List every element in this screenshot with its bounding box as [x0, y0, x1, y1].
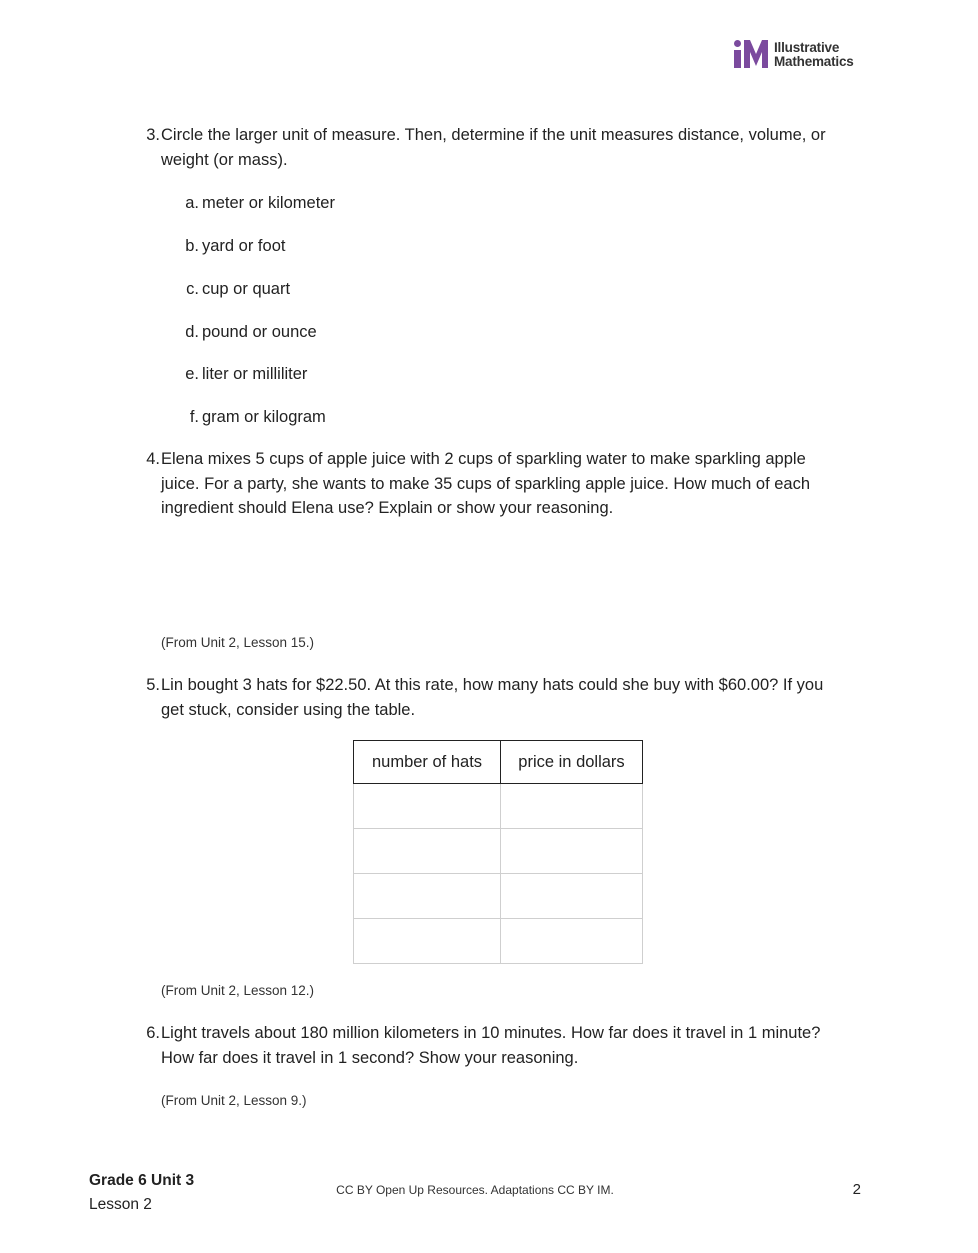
table-cell[interactable]	[501, 829, 643, 874]
sub-item-letter: f.	[189, 408, 199, 426]
question-text: Lin bought 3 hats for $22.50. At this rate, how many hats could she buy with $60.00? If you get stuck, consider using the table.	[161, 676, 824, 719]
question-text: Light travels about 180 million kilometers in 10 minutes. How far does it travel in 1 minute? How far does it travel in 1 second? Show your reasoning.	[161, 1024, 821, 1067]
table-cell[interactable]	[354, 874, 501, 919]
logo-line-2: Mathematics	[774, 54, 854, 69]
table-cell[interactable]	[354, 829, 501, 874]
sub-item-e	[178, 362, 307, 386]
question-number: 6.	[146, 1024, 160, 1042]
table-row	[354, 829, 643, 874]
sub-item-text: meter or kilometer	[202, 194, 335, 212]
question-number: 5.	[146, 676, 160, 694]
table-cell[interactable]	[501, 784, 643, 829]
table-cell[interactable]	[354, 919, 501, 964]
footer-grade-unit: Grade 6 Unit 3	[89, 1172, 195, 1189]
footer-lesson: Lesson 2	[89, 1196, 152, 1213]
im-logo-icon	[734, 40, 768, 70]
table-row	[354, 874, 643, 919]
question-text: Elena mixes 5 cups of apple juice with 2 cups of sparkling water to make sparkling apple juice. For a party, she wants to make 35 cups of sparkling apple juice. How much of each ingredient should Elena use? Explain or show your reasoning.	[161, 450, 811, 517]
sub-item-text: liter or milliliter	[202, 365, 308, 383]
table-row	[354, 784, 643, 829]
question-3	[140, 123, 830, 172]
sub-item-text: pound or ounce	[202, 323, 317, 341]
illustrative-mathematics-logo	[734, 40, 854, 70]
sub-item-c	[178, 277, 290, 301]
sub-item-letter: b.	[185, 237, 199, 255]
question-4	[140, 447, 830, 521]
sub-item-d	[178, 320, 317, 344]
source-reference: (From Unit 2, Lesson 9.)	[161, 1093, 307, 1108]
table-header-number-of-hats: number of hats	[354, 741, 501, 784]
sub-item-letter: e.	[185, 365, 199, 383]
page-number: 2	[852, 1181, 861, 1198]
footer-license: CC BY Open Up Resources. Adaptations CC BY IM.	[336, 1183, 614, 1197]
sub-item-text: cup or quart	[202, 280, 291, 298]
sub-item-b	[178, 234, 285, 258]
logo-wordmark	[774, 41, 854, 69]
question-number: 4.	[146, 450, 160, 468]
question-number: 3.	[146, 126, 160, 144]
sub-item-f	[178, 405, 326, 429]
table-cell[interactable]	[501, 919, 643, 964]
sub-item-letter: c.	[186, 280, 199, 298]
table-cell[interactable]	[501, 874, 643, 919]
sub-item-a	[178, 191, 335, 215]
sub-item-text: gram or kilogram	[202, 408, 326, 426]
table-cell[interactable]	[354, 784, 501, 829]
hats-price-table	[353, 740, 643, 964]
question-5	[140, 673, 830, 722]
table-header-price-in-dollars: price in dollars	[501, 741, 643, 784]
source-reference: (From Unit 2, Lesson 15.)	[161, 635, 315, 650]
table-row	[354, 919, 643, 964]
logo-line-1: Illustrative	[774, 40, 840, 55]
sub-item-letter: a.	[185, 194, 199, 212]
question-6	[140, 1021, 830, 1070]
sub-item-letter: d.	[185, 323, 199, 341]
question-text: Circle the larger unit of measure. Then, determine if the unit measures distance, volume, or weight (or mass).	[161, 126, 826, 169]
source-reference: (From Unit 2, Lesson 12.)	[161, 983, 315, 998]
sub-item-text: yard or foot	[202, 237, 286, 255]
